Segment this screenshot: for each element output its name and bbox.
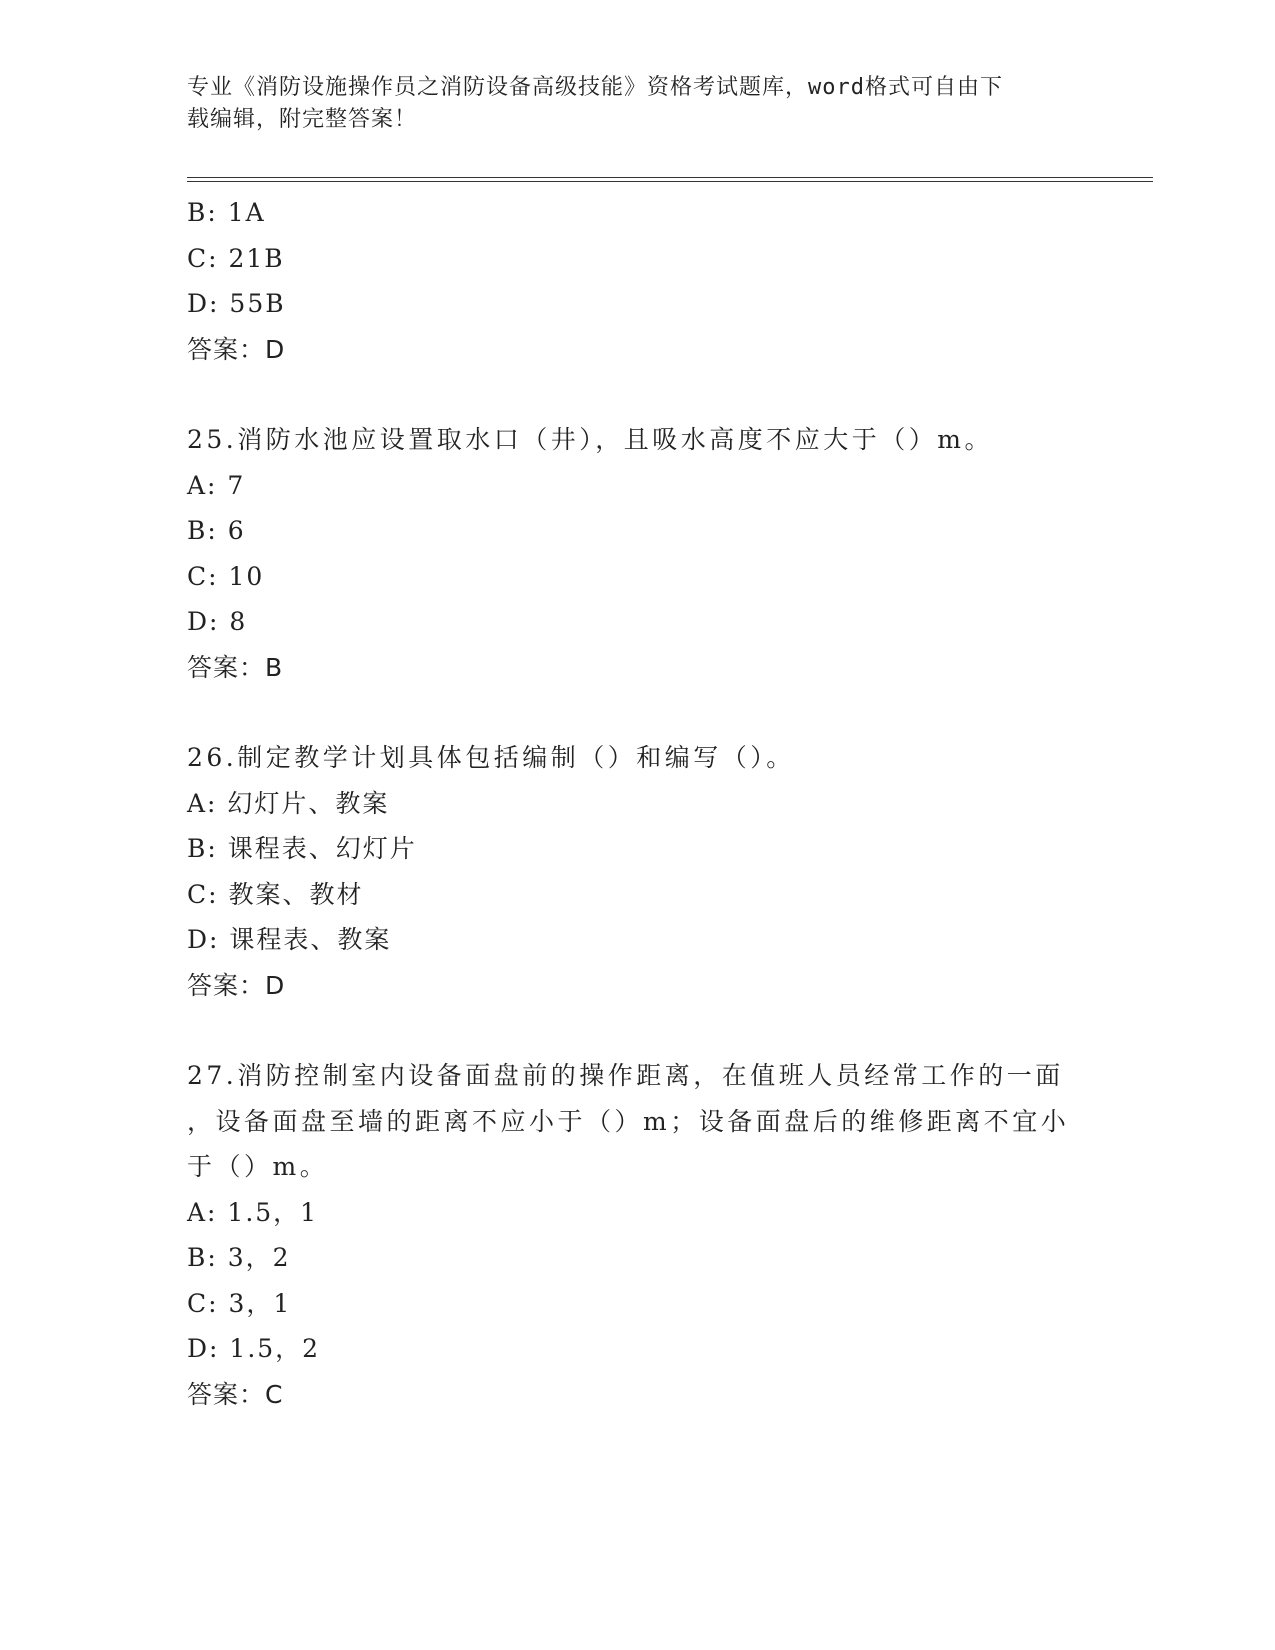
answer: 答案：B [187,652,284,682]
header-line-2: 载编辑，附完整答案！ [187,107,418,132]
option-d: D: 课程表、教案 [187,925,392,954]
question-26 [187,735,1087,1008]
answer: 答案：C [187,1379,284,1409]
option-c: C: 教案、教材 [187,879,364,909]
option-b: B: 课程表、幻灯片 [187,834,417,863]
option-a: A: 1.5，1 [187,1197,319,1227]
question-text-line-2: ，设备面盘至墙的距离不应小于（）m；设备面盘后的维修距离不宜小 [187,1106,1070,1136]
header-divider-bottom [187,181,1153,182]
answer: 答案：D [187,970,286,1000]
question-text: 25.消防水池应设置取水口（井），且吸水高度不应大于（）m。 [187,425,993,454]
option-b: B: 1A [187,198,266,227]
header-line-1: 专业《消防设施操作员之消防设备高级技能》资格考试题库，word格式可自由下 [187,75,1003,100]
option-b: B: 3，2 [187,1243,291,1272]
question-27 [187,1053,1087,1417]
question-text-line-1: 27.消防控制室内设备面盘前的操作距离，在值班人员经常工作的一面 [187,1061,1064,1090]
question-text: 26.制定教学计划具体包括编制（）和编写（）。 [187,743,795,772]
option-d: D: 55B [187,289,286,318]
option-b: B: 6 [187,516,246,545]
option-a: A: 幻灯片、教案 [187,788,390,818]
option-c: C: 10 [187,561,265,591]
question-list [187,190,1087,1417]
question-24-partial [187,190,1087,372]
option-c: C: 3，1 [187,1288,292,1318]
header-divider-top [187,177,1153,178]
question-25 [187,417,1087,690]
option-d: D: 8 [187,607,248,636]
document-header [187,72,1067,136]
option-d: D: 1.5，2 [187,1334,321,1363]
question-text-line-3: 于（）m。 [187,1152,329,1181]
option-a: A: 7 [187,470,246,500]
option-c: C: 21B [187,243,285,273]
answer: 答案：D [187,334,286,364]
